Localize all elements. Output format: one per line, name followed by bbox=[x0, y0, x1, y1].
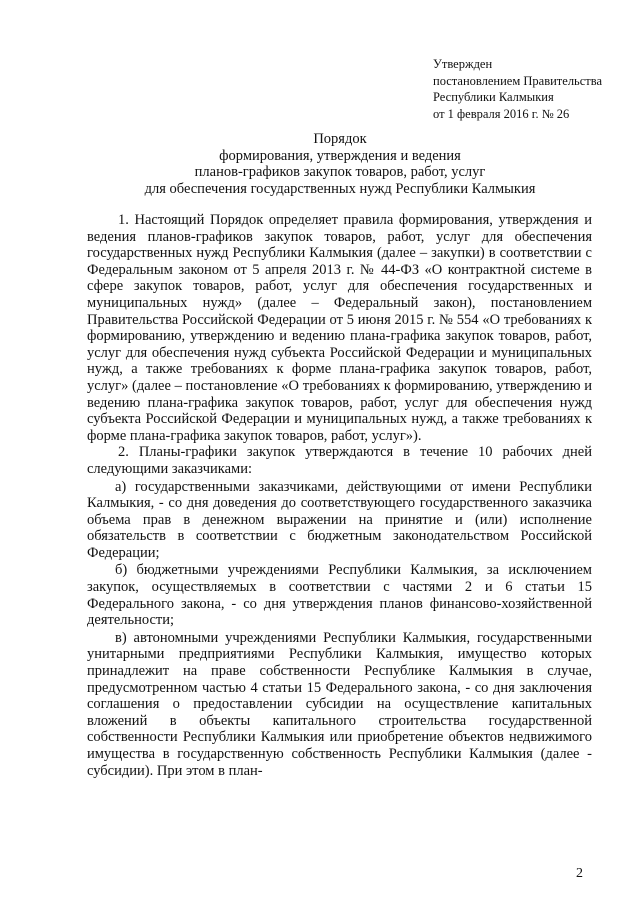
approval-line-1: Утвержден bbox=[433, 57, 493, 71]
paragraph-2b: б) бюджетными учреждениями Республики Калмыкия, за исключением закупок, осуществляемых в соответствии с частями 2 и 6 статьи 15 Федерального закона, - со дня утверждения планов финансово-хозяйственной деятельности; bbox=[87, 562, 592, 629]
paragraph-1: 1. Настоящий Порядок определяет правила формирования, утверждения и ведения планов-графиков закупок товаров, работ, услуг для обеспечения государственных нужд Республики Калмыкия (далее – закупки) в соответствии с Федеральным законом от 5 апреля 2013 г. № 44-ФЗ «О контрактной системе в сфере закупок товаров, работ, услуг для обеспечения государственных и муниципальных нужд» (далее – Федеральный закон), постановлением Правительства Российской Федерации от 5 июня 2015 г. № 554 «О требованиях к формированию, утверждению и ведению плана-графика закупок товаров, работ, услуг для обеспечения нужд субъекта Российской Федерации и муниципальных нужд, а также требованиях к форме плана-графика закупок товаров, работ, услуг» (далее – постановление «О требованиях к формированию, утверждению и ведению плана-графика закупок товаров, работ, услуг для обеспечения нужд субъекта Российской Федерации и муниципальных нужд, а также требованиях к форме плана-графика закупок товаров, работ, услуг»). bbox=[87, 212, 592, 444]
paragraph-2c: в) автономными учреждениями Республики Калмыкия, государственными унитарными предприятиями Республики Калмыкия, имущество которых принадлежит на праве собственности Республике Калмыкия в случае, предусмотренном частью 4 статьи 15 Федерального закона, - со дня заключения соглашения о предоставлении субсидии на осуществление капитальных вложений в объекты капитального строительства государственной собственности Республики Калмыкия или приобретение объектов недвижимого имущества в государственную собственность Республики Калмыкия (далее - субсидии). При этом в план- bbox=[87, 629, 592, 779]
title-line-2: формирования, утверждения и ведения bbox=[219, 147, 461, 164]
title-line-3: планов-графиков закупок товаров, работ, услуг bbox=[194, 164, 486, 180]
paragraph-2: 2. Планы-графики закупок утверждаются в течение 10 рабочих дней следующими заказчиками: bbox=[87, 444, 592, 477]
approval-line-4: от 1 февраля 2016 г. № 26 bbox=[433, 106, 570, 121]
page-number: 2 bbox=[576, 866, 583, 881]
approval-line-3: Республики Калмыкия bbox=[433, 90, 554, 104]
title-line-1: Порядок bbox=[313, 131, 367, 147]
paragraph-2a: а) государственными заказчиками, действующими от имени Республики Калмыкия, - со дня доведения до соответствующего государственного заказчика объема прав в денежном выражении на принятие и (или) исполнение обязательств в соответствии с бюджетным законодательством Российской Федерации; bbox=[87, 478, 592, 561]
title-line-4: для обеспечения государственных нужд Республики Калмыкия bbox=[144, 180, 536, 197]
document-body bbox=[87, 212, 592, 779]
approval-stamp bbox=[433, 56, 633, 122]
approval-line-2: постановлением Правительства bbox=[433, 73, 603, 88]
document-title bbox=[40, 131, 640, 197]
